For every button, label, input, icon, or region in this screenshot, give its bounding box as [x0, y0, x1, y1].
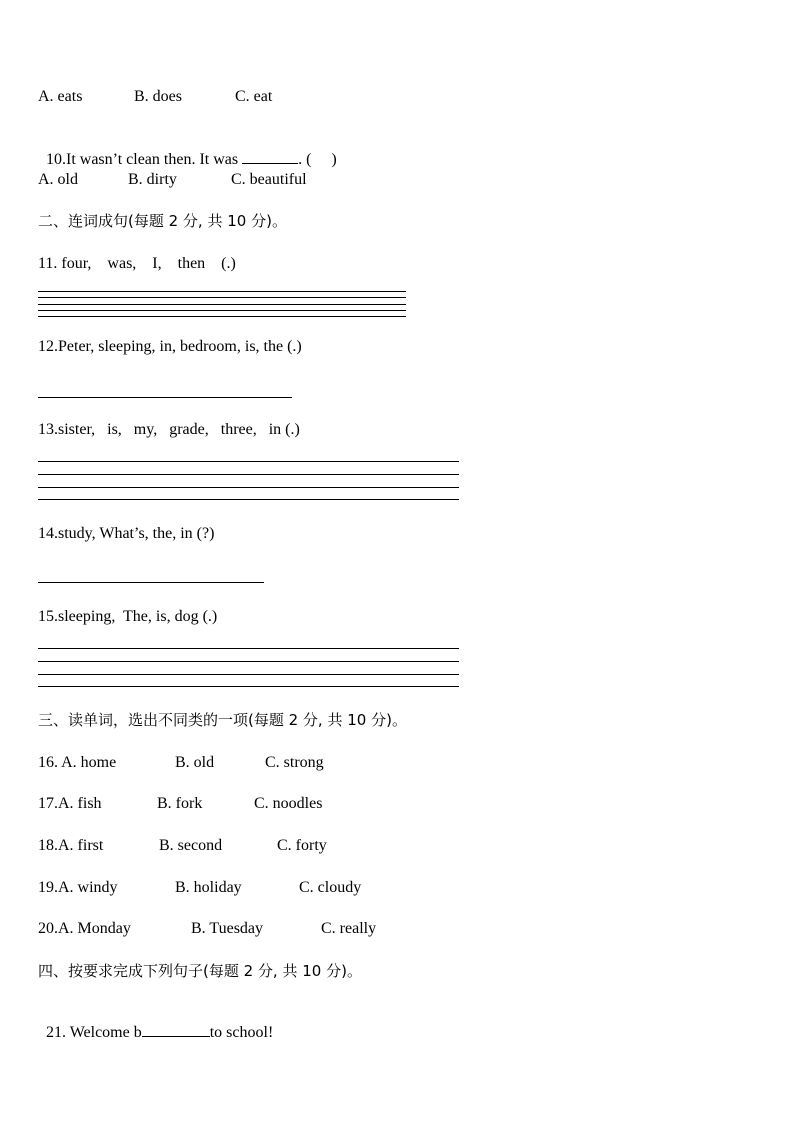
- question-12: 12.Peter, sleeping, in, bedroom, is, the (.): [38, 338, 302, 355]
- answer-line[interactable]: [38, 474, 459, 475]
- answer-line[interactable]: [38, 487, 459, 488]
- question-11: 11. four, was, I, then (.): [38, 255, 236, 272]
- q21-tail: to school!: [209, 1024, 274, 1041]
- answer-line[interactable]: [38, 674, 459, 675]
- answer-line[interactable]: [38, 686, 459, 687]
- question-18: [38, 836, 327, 856]
- q20-option-c: C. really: [321, 920, 377, 937]
- answer-line[interactable]: [38, 461, 459, 462]
- answer-line[interactable]: [38, 310, 406, 311]
- answer-line[interactable]: [38, 661, 459, 662]
- question-20: [38, 919, 376, 939]
- answer-line[interactable]: [38, 397, 292, 398]
- answer-line[interactable]: [38, 499, 459, 500]
- q16-option-c: C. strong: [265, 754, 324, 771]
- answer-line[interactable]: [38, 648, 459, 649]
- answer-line[interactable]: [38, 291, 406, 292]
- answer-line[interactable]: [38, 316, 406, 317]
- q10-tail: . ( ): [298, 151, 337, 168]
- section-2-heading: 二、连词成句(每题 2 分, 共 10 分)。: [38, 212, 287, 230]
- question-19: [38, 878, 361, 898]
- question-16: [38, 753, 324, 773]
- q20-option-b: B. Tuesday: [191, 920, 264, 937]
- q9-option-b: B. does: [134, 88, 182, 105]
- question-10: [38, 129, 337, 170]
- answer-line[interactable]: [38, 304, 406, 305]
- q10-option-a: A. old: [38, 171, 78, 188]
- q16-option-b: B. old: [175, 754, 215, 771]
- question-17: [38, 794, 322, 814]
- q17-option-a: 17.A. fish: [38, 795, 102, 812]
- answer-line[interactable]: [38, 582, 264, 583]
- q9-options: [38, 87, 272, 107]
- question-21: [38, 1002, 273, 1043]
- q17-option-b: B. fork: [157, 795, 203, 812]
- q10-number: 10.: [46, 151, 66, 168]
- q9-option-c: C. eat: [235, 88, 273, 105]
- q18-option-b: B. second: [159, 837, 223, 854]
- question-15: 15.sleeping, The, is, dog (.): [38, 608, 218, 625]
- q10-options: [38, 170, 307, 190]
- section-3-heading: 三、读单词，选出不同类的一项(每题 2 分, 共 10 分)。: [38, 711, 407, 729]
- question-14: 14.study, What’s, the, in (?): [38, 525, 215, 542]
- q10-blank[interactable]: [242, 149, 298, 164]
- q19-option-b: B. holiday: [175, 879, 242, 896]
- q20-option-a: 20.A. Monday: [38, 920, 131, 937]
- q10-text: It wasn’t clean then. It was: [66, 151, 243, 168]
- answer-line[interactable]: [38, 297, 406, 298]
- q10-option-b: B. dirty: [128, 171, 177, 188]
- q10-option-c: C. beautiful: [231, 171, 307, 188]
- q18-option-a: 18.A. first: [38, 837, 104, 854]
- q19-option-c: C. cloudy: [299, 879, 362, 896]
- section-4-heading: 四、按要求完成下列句子(每题 2 分, 共 10 分)。: [38, 962, 362, 980]
- q21-text: 21. Welcome b: [46, 1024, 142, 1041]
- question-13: 13.sister, is, my, grade, three, in (.): [38, 421, 300, 438]
- q19-option-a: 19.A. windy: [38, 879, 118, 896]
- q16-option-a: 16. A. home: [38, 754, 117, 771]
- q9-option-a: A. eats: [38, 88, 83, 105]
- q21-blank[interactable]: [142, 1022, 210, 1037]
- q17-option-c: C. noodles: [254, 795, 323, 812]
- q18-option-c: C. forty: [277, 837, 327, 854]
